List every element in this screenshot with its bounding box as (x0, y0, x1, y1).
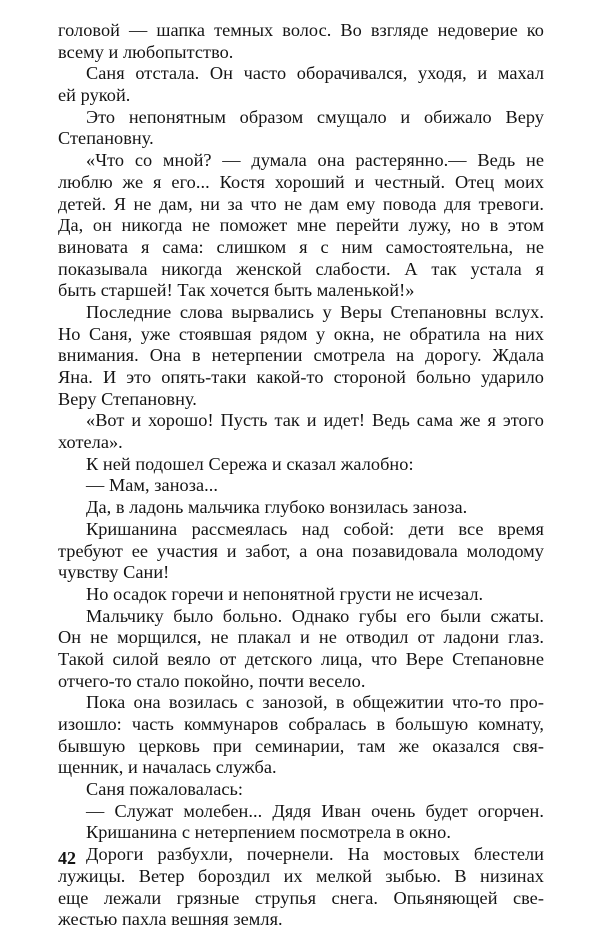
text-line: Степановну. (58, 128, 154, 149)
text-line: бывшую церковь при семинарии, там же оказался свя- (58, 735, 544, 756)
text-line: Такой силой веяло от детского лица, что Вере Степановне (58, 648, 544, 669)
text-line: Дороги разбухли, почернели. На мостовых блестели (86, 844, 544, 865)
text-line: «Что со мной? — думала она растерянно.— Ведь не (86, 150, 544, 171)
text-line: Саня пожаловалась: (86, 779, 244, 800)
text-line: люблю же я его... Костя хороший и честный. Отец моих (58, 171, 544, 192)
text-line: всему и любопытство. (58, 41, 234, 62)
text-line: жестью пахла вешняя земля. (58, 909, 283, 930)
text-line: Но Саня, уже стоявшая рядом у окна, не обратила на них (58, 323, 544, 344)
text-line: К ней подошел Сережа и сказал жалобно: (86, 453, 414, 474)
text-line: Пока она возилась с занозой, в общежитии что-то про- (86, 692, 544, 713)
text-line: Яна. И это опять-таки какой-то стороной больно ударило (58, 367, 544, 387)
text-line: изошло: часть коммунаров собралась в большую комнату, (58, 714, 544, 734)
text-line: чувству Сани! (58, 562, 170, 583)
text-line: головой — шапка темных волос. Во взгляде недоверие ко (58, 20, 544, 40)
text-line: Кришанина рассмеялась над собой: дети все время (86, 518, 544, 539)
text-line: «Вот и хорошо! Пусть так и идет! Ведь сама же я этого (86, 410, 544, 431)
text-line: внимания. Она в нетерпении смотрела на дорогу. Ждала (58, 345, 544, 366)
page-number: 42 (58, 848, 76, 868)
text-line: отчего-то стало покойно, почти весело. (58, 670, 366, 691)
text-line: Он не морщился, не плакал и не отводил от ладони глаз. (58, 627, 544, 648)
text-line: Последние слова вырвались у Веры Степановны вслух. (86, 301, 544, 322)
page-body-text (58, 20, 544, 931)
text-line: — Мам, заноза... (86, 475, 219, 496)
text-line: детей. Я не дам, ни за что не дам ему повода для тревоги. (58, 193, 544, 214)
text-line: еще лежали грязные струпья снега. Опьяняющей све- (58, 887, 544, 908)
text-line: Да, в ладонь мальчика глубоко вонзилась заноза. (86, 497, 468, 518)
text-line: Кришанина с нетерпением посмотрела в окно. (86, 822, 451, 843)
text-line: ей рукой. (58, 85, 131, 106)
text-line: — Служат молебен... Дядя Иван очень будет огорчен. (86, 800, 544, 821)
text-line: быть старшей! Так хочется быть маленькой!» (58, 280, 415, 301)
text-line: хотела». (58, 432, 123, 453)
text-line: Мальчику было больно. Однако губы его были сжаты. (86, 605, 544, 626)
text-line: виновата я сама: слишком я с ним самостоятельна, не (58, 236, 544, 257)
text-line: Саня отстала. Он часто оборачивался, уходя, и махал (86, 63, 544, 84)
text-line: Это непонятным образом смущало и обижало Веру (86, 106, 544, 127)
text-line: лужицы. Ветер бороздил их мелкой зыбью. В низинах (58, 865, 544, 886)
text-line: Да, он никогда не поможет мне перейти лужу, но в этом (58, 215, 544, 236)
text-line: требуют ее участия и забот, а она позавидовала молодому (58, 540, 544, 561)
text-line: щенник, и началась служба. (58, 757, 277, 778)
text-line: Веру Степановну. (58, 388, 197, 409)
text-line: показывала никогда женской слабости. А так устала я (58, 258, 544, 279)
text-line: Но осадок горечи и непонятной грусти не исчезал. (86, 583, 484, 604)
